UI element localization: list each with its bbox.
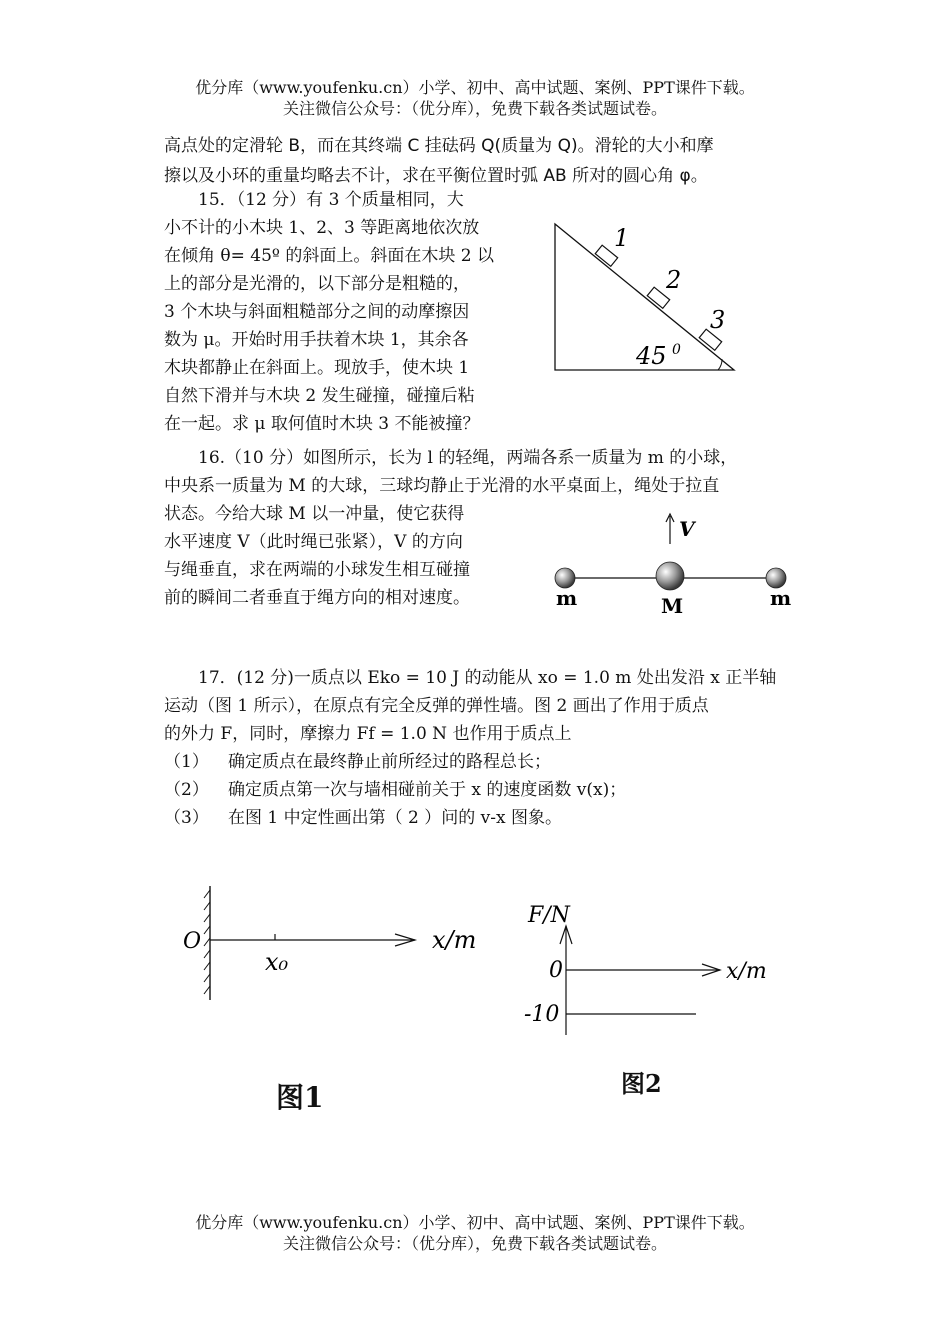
- q17-item-number: （2）: [164, 780, 209, 800]
- q16-line: 状态。今给大球 M 以一冲量，使它获得: [164, 504, 465, 524]
- block-label-2: 2: [666, 266, 682, 294]
- angle-label: 45: [636, 342, 667, 370]
- wall-hatching: [204, 890, 210, 994]
- q14-text-line-1: 高点处的定滑轮 B，而在其终端 C 挂砝码 Q(质量为 Q)。滑轮的大小和摩: [164, 136, 714, 156]
- q16-line: 中央系一质量为 M 的大球，三球均静止于光滑的水平桌面上，绳处于拉直: [164, 476, 720, 496]
- q17-item-text: 在图 1 中定性画出第（ 2 ）问的 v-x 图象。: [228, 808, 562, 828]
- q15-line: 15．（12 分）有 3 个质量相同，大: [198, 190, 464, 210]
- q17-item-number: （3）: [164, 808, 209, 828]
- right-small-ball: [766, 568, 786, 588]
- footer-line-1: 优分库（www.youfenku.cn）小学、初中、高中试题、案例、PPT课件下载。: [195, 1213, 755, 1232]
- q17-line: 的外力 F，同时，摩擦力 Ff = 1.0 N 也作用于质点上: [164, 724, 572, 744]
- x-axis-label: x/m: [432, 926, 477, 954]
- q14-text-line-2: 擦以及小环的重量均略去不计，求在平衡位置时弧 AB 所对的圆心角 φ。: [164, 166, 708, 186]
- q15-text: [164, 186, 534, 438]
- q15-line: 在一起。求 μ 取何值时木块 3 不能被撞？: [164, 414, 480, 434]
- f-axis-label: F/N: [528, 903, 570, 928]
- q16-line: 16.（10 分）如图所示，长为 l 的轻绳，两端各系一质量为 m 的小球，: [198, 448, 738, 468]
- q17-item-3: [164, 804, 776, 832]
- angle-degree: 0: [672, 342, 681, 358]
- angle-arc: [718, 359, 722, 370]
- header-line-2: 关注微信公众号：（优分库），免费下载各类试题试卷。: [282, 99, 667, 118]
- q17-item-1: [164, 748, 776, 776]
- q17-line: 17．(12 分)一质点以 Eko = 10 J 的动能从 xo = 1.0 m 处出发沿 x 正半轴: [198, 668, 777, 688]
- q17-item-text: 确定质点在最终静止前所经过的路程总长；: [228, 752, 551, 772]
- q15-line: 自然下滑并与木块 2 发生碰撞，碰撞后粘: [164, 386, 475, 406]
- q15-line: 木块都静止在斜面上。现放手，使木块 1: [164, 358, 470, 378]
- force-level-label: -10: [524, 1002, 560, 1027]
- q16-balls-figure: [548, 508, 798, 620]
- q16-line: 前的瞬间二者垂直于绳方向的相对速度。: [164, 588, 470, 608]
- zero-label: 0: [549, 958, 563, 983]
- q15-line: 小不计的小木块 1、2、3 等距离地依次放: [164, 218, 480, 238]
- left-mass-label: m: [556, 586, 578, 610]
- q17-figure-2: [520, 900, 770, 1040]
- q17-item-2: [164, 776, 776, 804]
- right-mass-label: m: [770, 586, 792, 610]
- block-label-3: 3: [710, 306, 726, 334]
- origin-label: O: [183, 929, 202, 954]
- left-small-ball: [555, 568, 575, 588]
- center-big-ball: [656, 562, 684, 590]
- x-axis-label: x/m: [726, 959, 767, 984]
- q15-line: 在倾角 θ= 45º 的斜面上。斜面在木块 2 以: [164, 246, 494, 266]
- q17-text: [164, 664, 776, 832]
- q17-line: 运动（图 1 所示），在原点有完全反弹的弹性墙。图 2 画出了作用于质点: [164, 696, 709, 716]
- figure-2-caption: 图2: [621, 1069, 662, 1098]
- header-line-1: 优分库（www.youfenku.cn）小学、初中、高中试题、案例、PPT课件下载。: [195, 78, 755, 97]
- q17-item-number: （1）: [164, 752, 209, 772]
- figure-1-caption: 图1: [276, 1081, 324, 1114]
- x0-label: x₀: [265, 948, 289, 976]
- block-label-1: 1: [614, 224, 630, 252]
- q15-line: 上的部分是光滑的，以下部分是粗糙的，: [164, 274, 470, 294]
- q17-figure-1: [175, 880, 485, 1010]
- q15-incline-figure: [548, 218, 743, 378]
- q16-line: 水平速度 V（此时绳已张紧），V 的方向: [164, 532, 463, 552]
- velocity-label: V: [679, 517, 695, 541]
- q16-line: 与绳垂直，求在两端的小球发生相互碰撞: [164, 560, 470, 580]
- center-mass-label: M: [661, 594, 684, 618]
- q15-line: 数为 μ。开始时用手扶着木块 1，其余各: [164, 330, 469, 350]
- q15-line: 3 个木块与斜面粗糙部分之间的动摩擦因: [164, 302, 470, 322]
- q17-item-text: 确定质点第一次与墙相碰前关于 x 的速度函数 v(x)；: [228, 780, 627, 800]
- footer-line-2: 关注微信公众号：（优分库），免费下载各类试题试卷。: [282, 1234, 667, 1253]
